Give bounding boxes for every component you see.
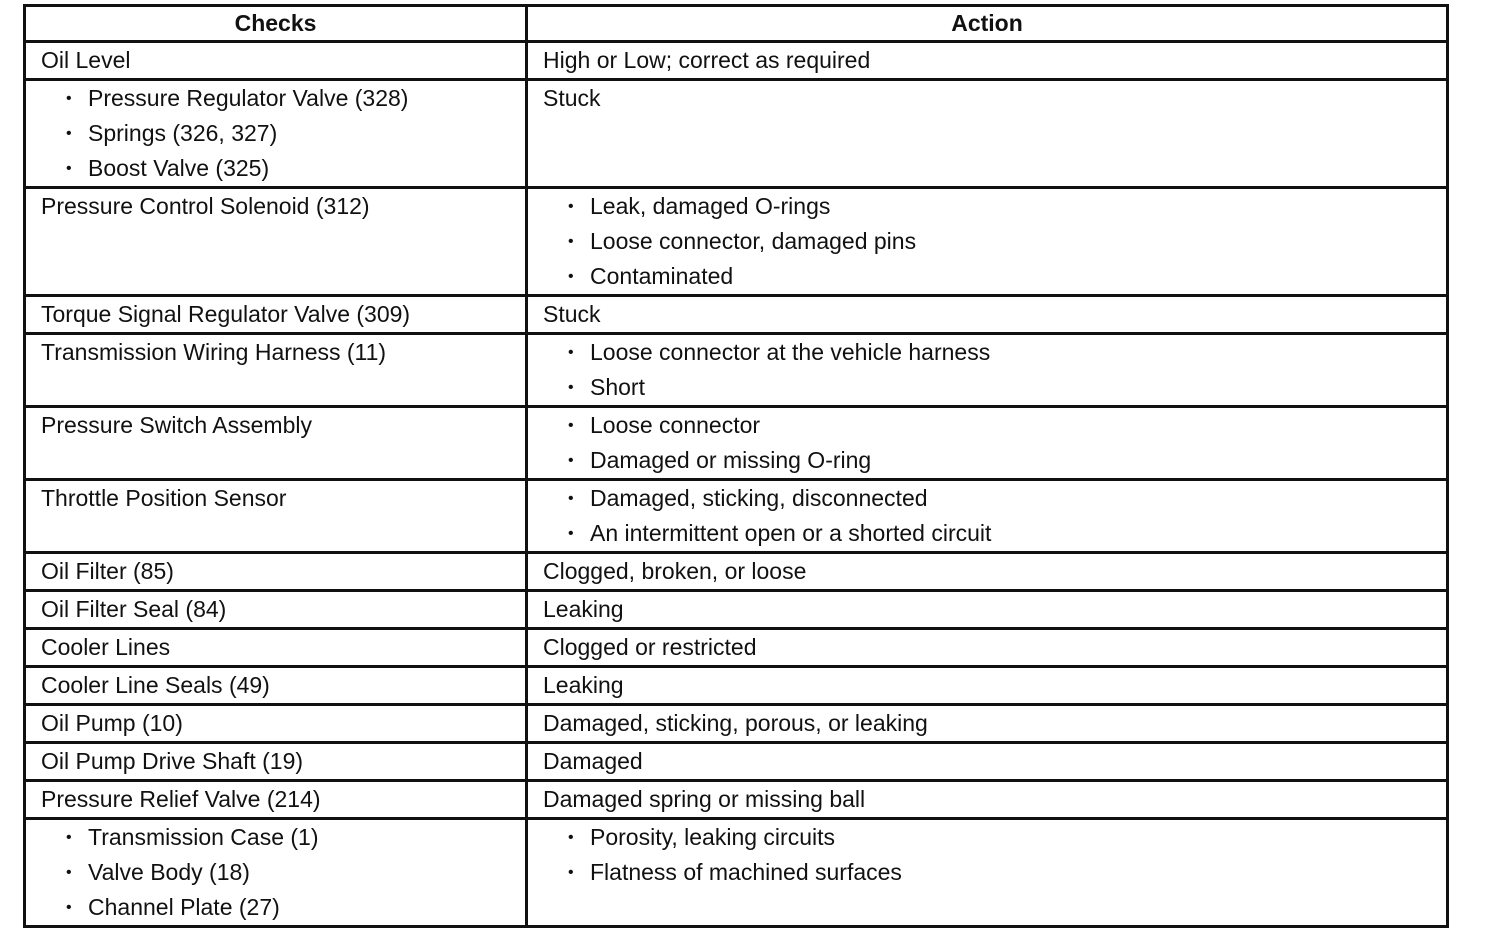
action-cell: Leaking: [527, 667, 1448, 705]
action-header: Action: [527, 6, 1448, 42]
check-cell: Oil Pump (10): [25, 705, 527, 743]
table-row: [25, 188, 1448, 296]
table-row: [25, 334, 1448, 407]
list-item: • Porosity, leaking circuits: [568, 820, 1446, 855]
list-item: • Leak, damaged O-rings: [568, 189, 1446, 224]
list-item: • Loose connector, damaged pins: [568, 224, 1446, 259]
action-cell: [527, 480, 1448, 553]
check-cell: Pressure Control Solenoid (312): [25, 188, 527, 296]
check-list: [41, 81, 525, 186]
check-cell: Oil Filter (85): [25, 553, 527, 591]
action-cell: Damaged spring or missing ball: [527, 781, 1448, 819]
list-item: • Loose connector at the vehicle harness: [568, 335, 1446, 370]
action-cell: [527, 407, 1448, 480]
list-item: • Pressure Regulator Valve (328): [66, 81, 525, 116]
checks-header: Checks: [25, 6, 527, 42]
check-cell: Pressure Relief Valve (214): [25, 781, 527, 819]
action-list: [543, 481, 1446, 551]
header-row: [25, 6, 1448, 42]
list-item: • Damaged, sticking, disconnected: [568, 481, 1446, 516]
action-cell: [527, 819, 1448, 927]
check-cell: Torque Signal Regulator Valve (309): [25, 296, 527, 334]
table-row: [25, 591, 1448, 629]
action-list: [543, 820, 1446, 890]
list-item: • Damaged or missing O-ring: [568, 443, 1446, 478]
list-item: • An intermittent open or a shorted circuit: [568, 516, 1446, 551]
table-row: [25, 667, 1448, 705]
check-cell: Throttle Position Sensor: [25, 480, 527, 553]
table-row: [25, 553, 1448, 591]
action-cell: Clogged, broken, or loose: [527, 553, 1448, 591]
action-cell: Stuck: [527, 80, 1448, 188]
list-item: • Flatness of machined surfaces: [568, 855, 1446, 890]
check-cell: Oil Level: [25, 42, 527, 80]
action-cell: [527, 334, 1448, 407]
table-row: [25, 407, 1448, 480]
action-cell: High or Low; correct as required: [527, 42, 1448, 80]
table-row: [25, 819, 1448, 927]
action-list: [543, 189, 1446, 294]
check-list: [41, 820, 525, 925]
action-list: [543, 408, 1446, 478]
check-cell: Cooler Line Seals (49): [25, 667, 527, 705]
table-row: [25, 80, 1448, 188]
action-cell: Stuck: [527, 296, 1448, 334]
action-cell: Damaged: [527, 743, 1448, 781]
check-cell: Cooler Lines: [25, 629, 527, 667]
table-row: [25, 480, 1448, 553]
check-cell: [25, 80, 527, 188]
action-cell: Leaking: [527, 591, 1448, 629]
check-cell: Oil Pump Drive Shaft (19): [25, 743, 527, 781]
checks-action-table: [23, 4, 1449, 928]
list-item: • Contaminated: [568, 259, 1446, 294]
action-cell: Clogged or restricted: [527, 629, 1448, 667]
table-row: [25, 629, 1448, 667]
table-row: [25, 705, 1448, 743]
list-item: • Valve Body (18): [66, 855, 525, 890]
table-row: [25, 781, 1448, 819]
check-cell: Oil Filter Seal (84): [25, 591, 527, 629]
list-item: • Transmission Case (1): [66, 820, 525, 855]
check-cell: [25, 819, 527, 927]
list-item: • Loose connector: [568, 408, 1446, 443]
action-cell: Damaged, sticking, porous, or leaking: [527, 705, 1448, 743]
check-cell: Pressure Switch Assembly: [25, 407, 527, 480]
list-item: • Short: [568, 370, 1446, 405]
list-item: • Channel Plate (27): [66, 890, 525, 925]
table-row: [25, 42, 1448, 80]
list-item: • Boost Valve (325): [66, 151, 525, 186]
list-item: • Springs (326, 327): [66, 116, 525, 151]
action-list: [543, 335, 1446, 405]
action-cell: [527, 188, 1448, 296]
check-cell: Transmission Wiring Harness (11): [25, 334, 527, 407]
table-row: [25, 743, 1448, 781]
table-row: [25, 296, 1448, 334]
